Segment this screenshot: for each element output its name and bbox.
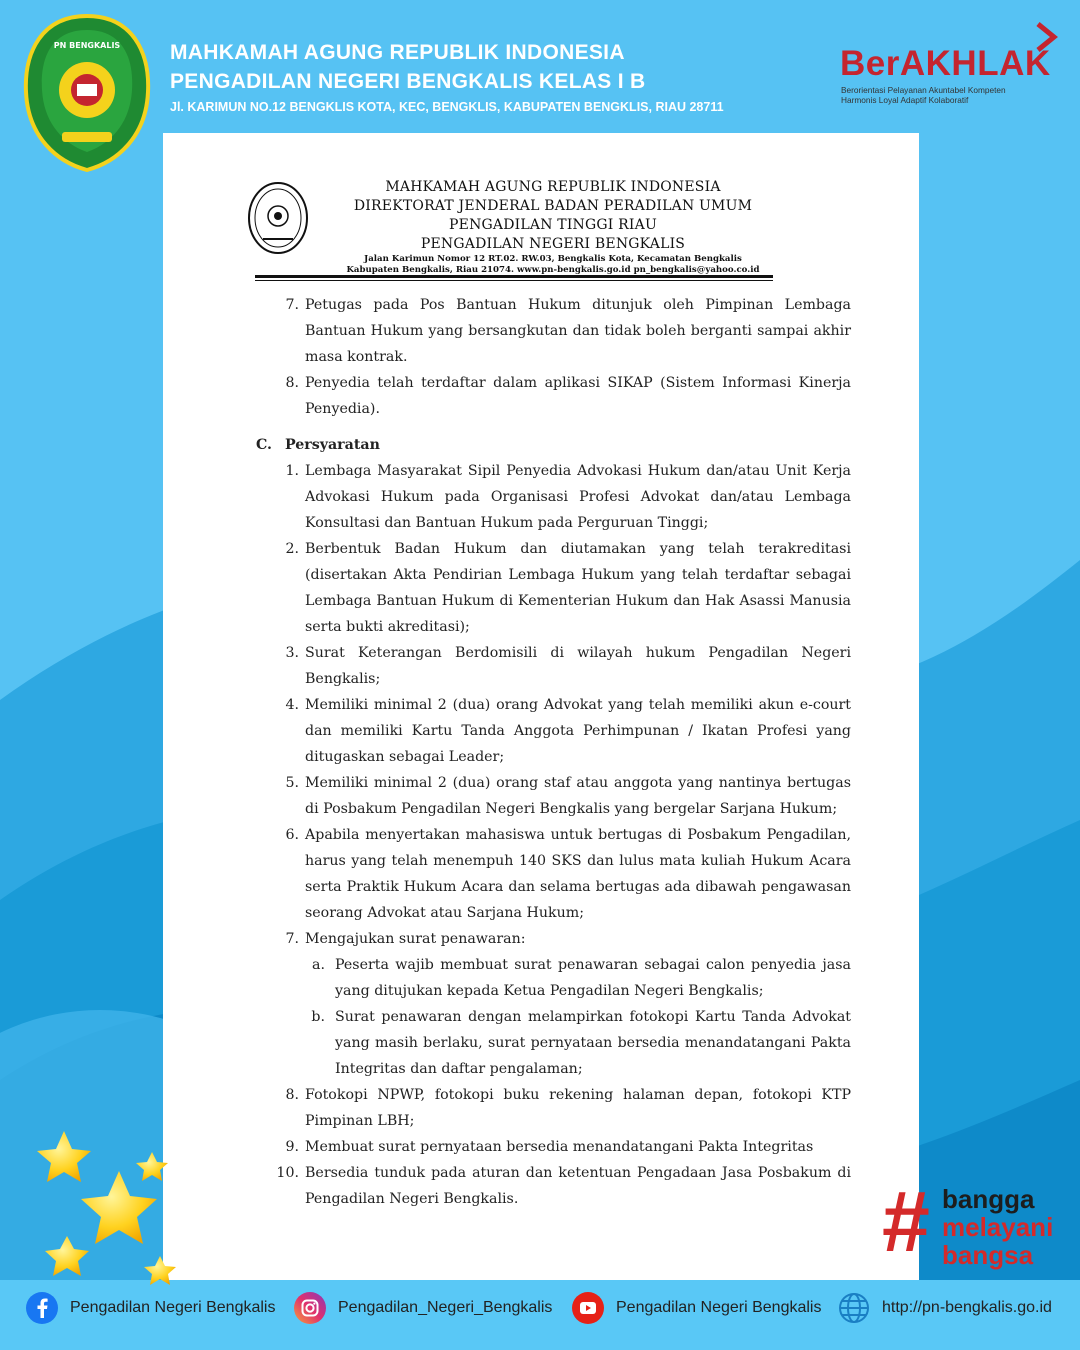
letterhead-line-2: DIREKTORAT JENDERAL BADAN PERADILAN UMUM bbox=[353, 198, 753, 214]
facebook-icon bbox=[26, 1292, 58, 1324]
list-number: 6. bbox=[285, 827, 299, 843]
sub-list-letter: b. bbox=[311, 1009, 325, 1025]
list-number: 4. bbox=[285, 697, 299, 713]
list-number: 5. bbox=[285, 775, 299, 791]
bangga-melayani-bangsa-logo bbox=[882, 1174, 1077, 1273]
list-text: Apabila menyertakan mahasiswa untuk bertugas di Posbakum Pengadilan, harus yang telah menempuh 140 SKS dan lulus mata kuliah Hukum Acara serta Praktik Hukum Acara dan selama bertugas ada dibawah pengawasan seorang Advokat atau Sarjana Hukum; bbox=[305, 827, 851, 921]
footer-facebook[interactable] bbox=[26, 1292, 275, 1324]
list-number: 7. bbox=[285, 297, 299, 313]
list-text: Memiliki minimal 2 (dua) orang staf atau anggota yang nantinya bertugas di Posbakum Pengadilan Negeri Bengkalis yang bergelar Sarjana Hukum; bbox=[305, 775, 851, 817]
sub-list-text: Peserta wajib membuat surat penawaran sebagai calon penyedia jasa yang ditujukan kepada Ketua Pengadilan Negeri Bengkalis; bbox=[335, 957, 851, 999]
list-number: 1. bbox=[285, 463, 299, 479]
bangga-word-1: bangga bbox=[942, 1184, 1035, 1214]
header-title-2: PENGADILAN NEGERI BENGKALIS KELAS I B bbox=[170, 70, 646, 93]
hashtag-icon: # bbox=[882, 1174, 930, 1270]
list-text: Bersedia tunduk pada aturan dan ketentuan Pengadaan Jasa Posbakum di Pengadilan Negeri Bengkalis. bbox=[305, 1165, 851, 1207]
list-number: 8. bbox=[285, 375, 299, 391]
website-label: http://pn-bengkalis.go.id bbox=[882, 1299, 1052, 1316]
footer-website[interactable] bbox=[838, 1292, 1052, 1324]
court-logo bbox=[22, 12, 152, 172]
court-seal-icon bbox=[247, 181, 309, 255]
stars-decoration bbox=[30, 1125, 190, 1290]
bangga-word-3: bangsa bbox=[942, 1240, 1034, 1270]
list-text: Petugas pada Pos Bantuan Hukum ditunjuk oleh Pimpinan Lembaga Bantuan Hukum yang bersangkutan dan tidak boleh berganti sampai akhir masa kontrak. bbox=[305, 297, 851, 365]
sub-list-letter: a. bbox=[312, 957, 325, 973]
document-body bbox=[256, 292, 853, 1252]
youtube-label: Pengadilan Negeri Bengkalis bbox=[616, 1299, 822, 1316]
globe-icon bbox=[838, 1292, 870, 1324]
list-text: Lembaga Masyarakat Sipil Penyedia Advokasi Hukum dan/atau Unit Kerja Advokasi Hukum pada Organisasi Profesi Advokat dan/atau Lembaga Konsultasi dan Bantuan Hukum pada Perguruan Tinggi; bbox=[305, 463, 851, 531]
star-icon bbox=[37, 1131, 91, 1182]
letterhead-line-3: PENGADILAN TINGGI RIAU bbox=[449, 217, 657, 233]
facebook-label: Pengadilan Negeri Bengkalis bbox=[70, 1299, 276, 1316]
letterhead-rule bbox=[255, 275, 773, 278]
letterhead bbox=[313, 178, 793, 276]
list-number: 3. bbox=[285, 645, 299, 661]
letterhead-address-1: Jalan Karimun Nomor 12 RT.02. RW.03, Bengkalis Kota, Kecamatan Bengkalis bbox=[364, 254, 742, 264]
footer-youtube[interactable] bbox=[572, 1292, 821, 1324]
section-title: Persyaratan bbox=[284, 437, 380, 453]
section-letter: C. bbox=[256, 437, 272, 453]
list-text: Membuat surat pernyataan bersedia menandatangani Pakta Integritas bbox=[305, 1139, 814, 1155]
section-heading bbox=[256, 432, 380, 458]
letterhead-line-4: PENGADILAN NEGERI BENGKALIS bbox=[420, 236, 686, 252]
sub-list-text: Surat penawaran dengan melampirkan fotokopi Kartu Tanda Advokat yang masih berlaku, surat pernyataan bersedia menandatangani Pakta Integritas dan daftar pengalaman; bbox=[335, 1009, 851, 1077]
svg-text:PN BENGKALIS: PN BENGKALIS bbox=[53, 41, 121, 50]
list-number: 10. bbox=[276, 1165, 299, 1181]
list-number: 9. bbox=[285, 1139, 299, 1155]
document-page bbox=[163, 133, 919, 1280]
list-text: Penyedia telah terdaftar dalam aplikasi SIKAP (Sistem Informasi Kinerja Penyedia). bbox=[305, 375, 851, 417]
berakhlak-word: BerAKHLAK bbox=[840, 44, 1051, 83]
list-text: Berbentuk Badan Hukum dan diutamakan yang telah terakreditasi (disertakan Akta Pendirian Lembaga Hukum yang telah terdaftar sebagai Lembaga Bantuan Hukum di Kementerian Hukum dan Hak Asassi Manusia serta bukti akreditasi); bbox=[305, 541, 851, 635]
list-number: 8. bbox=[285, 1087, 299, 1103]
header-address: Jl. KARIMUN NO.12 BENGKLIS KOTA, KEC, BENGKLIS, KABUPATEN BENGKLIS, RIAU 28711 bbox=[170, 100, 724, 114]
list-number: 2. bbox=[285, 541, 299, 557]
berakhlak-tag-2: Harmonis Loyal Adaptif Kolaboratif bbox=[841, 95, 969, 105]
footer-instagram[interactable] bbox=[294, 1292, 552, 1324]
list-text: Surat Keterangan Berdomisili di wilayah hukum Pengadilan Negeri Bengkalis; bbox=[305, 645, 851, 687]
star-icon bbox=[136, 1152, 168, 1181]
star-icon bbox=[144, 1256, 176, 1285]
star-icon bbox=[45, 1236, 89, 1276]
berakhlak-tag-1: Berorientasi Pelayanan Akuntabel Kompeten bbox=[841, 85, 1006, 95]
instagram-label: Pengadilan_Negeri_Bengkalis bbox=[338, 1299, 553, 1316]
list-text: Memiliki minimal 2 (dua) orang Advokat yang telah memiliki akun e-court dan memiliki Kartu Tanda Anggota Perhimpunan / Ikatan Profesi yang ditugaskan sebagai Leader; bbox=[305, 697, 851, 765]
berakhlak-logo bbox=[838, 22, 1058, 112]
list-text: Fotokopi NPWP, fotokopi buku rekening halaman depan, fotokopi KTP Pimpinan LBH; bbox=[305, 1087, 851, 1129]
list-number: 7. bbox=[285, 931, 299, 947]
letterhead-line-1: MAHKAMAH AGUNG REPUBLIK INDONESIA bbox=[385, 179, 721, 195]
header-title-1: MAHKAMAH AGUNG REPUBLIK INDONESIA bbox=[170, 41, 625, 64]
youtube-icon bbox=[572, 1292, 604, 1324]
instagram-icon bbox=[294, 1292, 326, 1324]
letterhead-address-2: Kabupaten Bengkalis, Riau 21074. www.pn-bengkalis.go.id pn_bengkalis@yahoo.co.id bbox=[346, 265, 760, 275]
bangga-word-2: melayani bbox=[942, 1212, 1054, 1242]
star-icon bbox=[81, 1171, 157, 1244]
berakhlak-tagline bbox=[841, 85, 1006, 105]
list-text: Mengajukan surat penawaran: bbox=[305, 931, 526, 947]
letterhead-rule-thin bbox=[255, 280, 773, 281]
